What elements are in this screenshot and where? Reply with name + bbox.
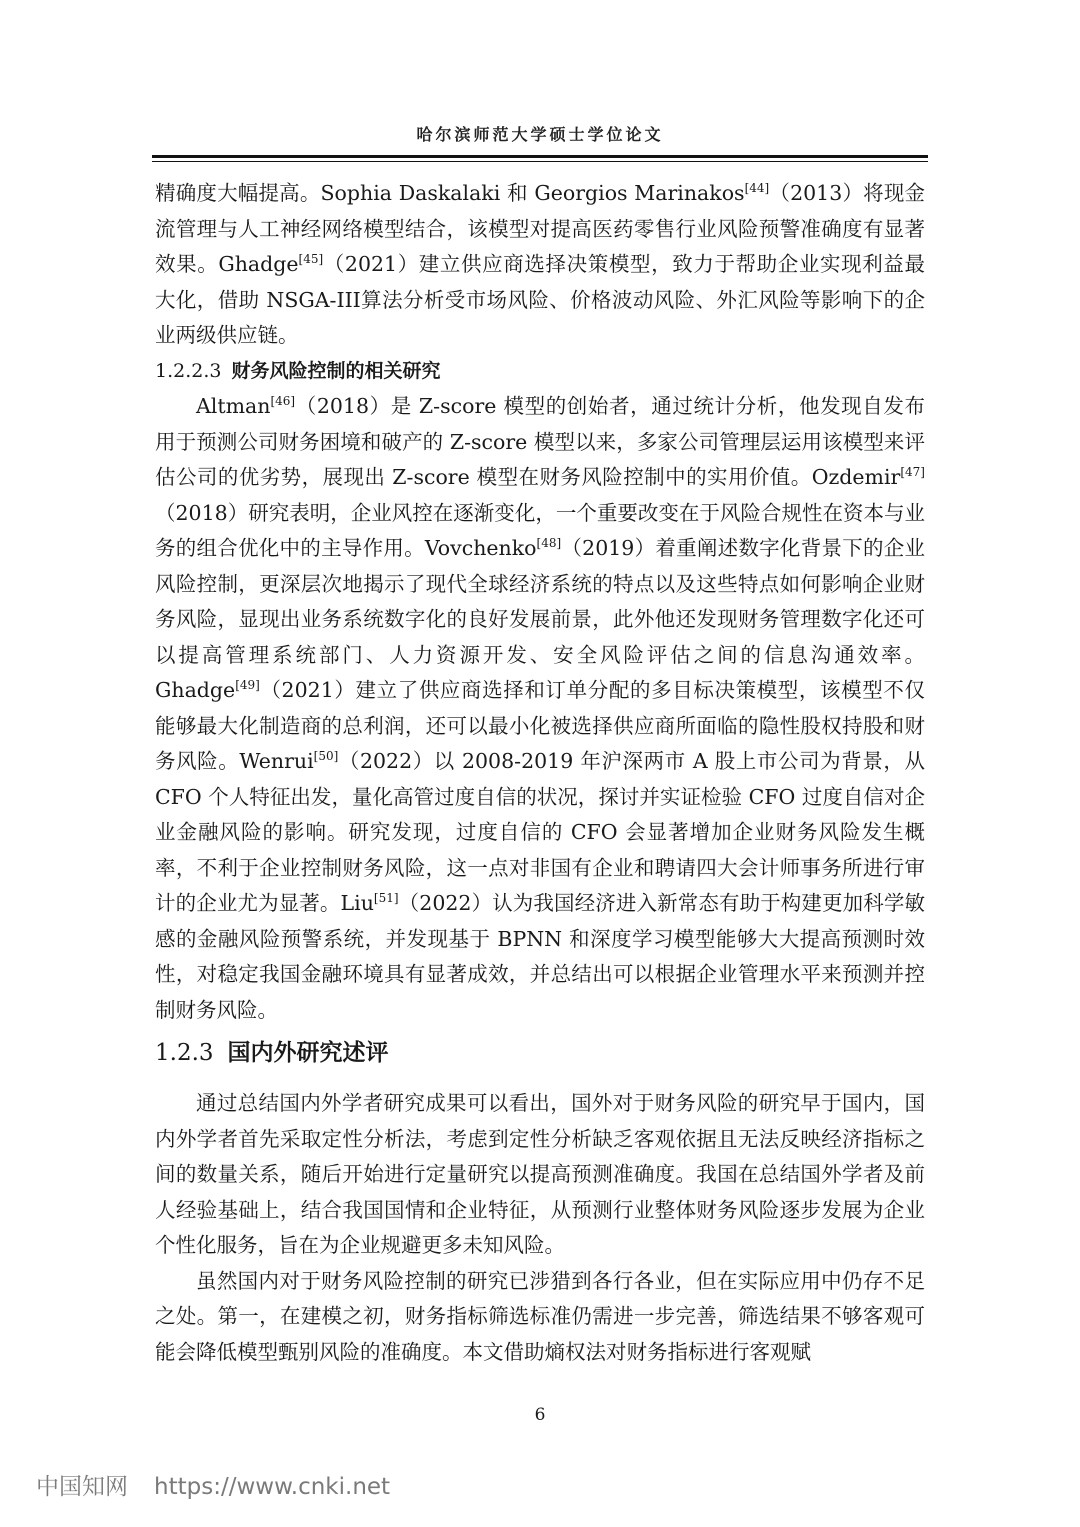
citation: [48]: [536, 536, 562, 551]
running-header: 哈尔滨师范大学硕士学位论文: [416, 125, 664, 144]
citation: [46]: [270, 394, 296, 409]
citation: [50]: [313, 749, 339, 764]
citation: [51]: [373, 891, 399, 906]
paragraph-review-1: 通过总结国内外学者研究成果可以看出，国外对于财务风险的研究早于国内，国内外学者首先采取定性分析法，考虑到定性分析缺乏客观依据且无法反映经济指标之间的数量关系，随后开始进行定量研究以提高预测准确度。我国在总结国外学者及前人经验基础上，结合我国国情和企业特征，从预测行业整体财务风险逐步发展为企业个性化服务，旨在为企业规避更多未知风险。: [155, 1091, 925, 1257]
citation: [47]: [900, 465, 925, 480]
header-rule-thick: [152, 155, 928, 158]
citation: [44]: [744, 181, 770, 196]
citation: [45]: [298, 252, 324, 267]
section-heading-1-2-2-3: 1.2.2.3 财务风险控制的相关研究: [155, 359, 441, 382]
paragraph-foreign-research: Altman[46]（2018）是 Z-score 模型的创始者，通过统计分析，他发现自发布用于预测公司财务困境和破产的 Z-score 模型以来，多家公司管理层运用该模型来评估公司的优劣势，展现出 Z-score 模型在财务风险控制中的实用价值。Ozdemir[47]（2018）研究表明，企业风控在逐渐变化，一个重要改变在于风险合规性在资本与业务的组合优化中的主导作用。Vovchenko[48]（2019）着重阐述数字化背景下的企业风险控制，更深层次地揭示了现代全球经济系统的特点以及这些特点如何影响企业财务风险，显现出业务系统数字化的良好发展前景，此外他还发现财务管理数字化还可以提高管理系统部门、人力资源开发、安全风险评估之间的信息沟通效率。Ghadge[49]（2021）建立了供应商选择和订单分配的多目标决策模型，该模型不仅能够最大化制造商的总利润，还可以最小化被选择供应商所面临的隐性股权持股和财务风险。Wenrui[50]（2022）以 2008-2019 年沪深两市 A 股上市公司为背景，从 CFO 个人特征出发，量化高管过度自信的状况，探讨并实证检验 CFO 过度自信对企业金融风险的影响。研究发现，过度自信的 CFO 会显著增加企业财务风险发生概率，不利于企业控制财务风险，这一点对非国有企业和聘请四大会计师事务所进行审计的企业尤为显著。Liu[51]（2022）认为我国经济进入新常态有助于构建更加科学敏感的金融风险预警系统，并发现基于 BPNN 和深度学习模型能够大大提高预测时效性，对稳定我国金融环境具有显著成效，并总结出可以根据企业管理水平来预测并控制财务风险。: [155, 394, 926, 1022]
page-body: [155, 176, 925, 1370]
watermark-url: https://www.cnki.net: [154, 1474, 391, 1500]
citation: [49]: [235, 678, 260, 693]
header-rule-thin: [152, 161, 928, 162]
paragraph-review-2: 虽然国内对于财务风险控制的研究已涉猎到各行各业，但在实际应用中仍存不足之处。第一，在建模之初，财务指标筛选标准仍需进一步完善，筛选结果不够客观可能会降低模型甄别风险的准确度。本文借助熵权法对财务指标进行客观赋: [155, 1268, 925, 1364]
cnki-watermark: [36, 1468, 390, 1501]
section-heading-1-2-3: 1.2.3 国内外研究述评: [155, 1040, 389, 1066]
paragraph-continued: 精确度大幅提高。Sophia Daskalaki 和 Georgios Marinakos[44]（2013）将现金流管理与人工神经网络模型结合，该模型对提高医药零售行业风险预警准确度有显著效果。Ghadge[45]（2021）建立供应商选择决策模型，致力于帮助企业实现利益最大化，借助 NSGA-III算法分析受市场风险、价格波动风险、外汇风险等影响下的企业两级供应链。: [155, 181, 926, 347]
page-number: 6: [534, 1405, 546, 1425]
watermark-brand: 中国知网: [36, 1474, 128, 1500]
